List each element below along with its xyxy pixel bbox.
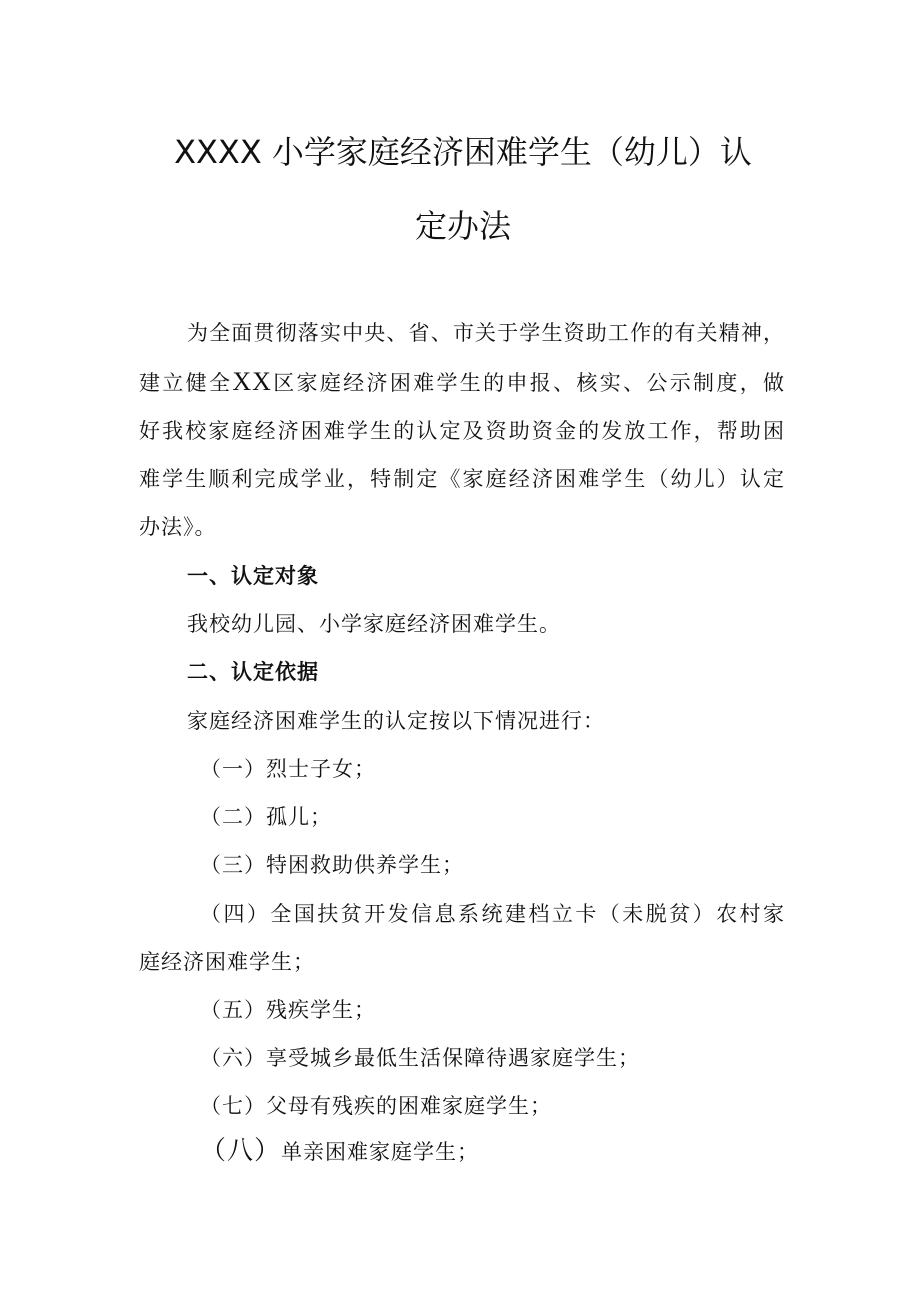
criteria-item-8-number: （八）	[200, 1136, 282, 1166]
criteria-item-8	[200, 1136, 479, 1167]
criteria-item-1: （一）烈士子女；	[200, 757, 376, 781]
criteria-item-4-line-1: （四）全国扶贫开发信息系统建档立卡（未脱贫）农村家	[200, 902, 785, 926]
intro-line-2-prefix: 建立健全	[139, 371, 233, 395]
intro-line-2-rest: 区家庭经济困难学生的申报、核实、公示制度，做	[271, 371, 786, 395]
intro-paragraph-line-5: 办法》。	[139, 515, 217, 539]
section-1-text: 我校幼儿园、小学家庭经济困难学生。	[187, 612, 561, 636]
intro-line-2-xx: XX	[232, 367, 272, 396]
section-1-heading: 一、认定对象	[187, 564, 319, 588]
criteria-item-3: （三）特困救助供养学生；	[200, 853, 464, 877]
intro-paragraph-line-4: 难学生顺利完成学业，特制定《家庭经济困难学生（幼儿）认定	[139, 467, 785, 491]
criteria-item-7: （七）父母有残疾的困难家庭学生；	[200, 1094, 552, 1118]
section-2-heading: 二、认定依据	[187, 660, 319, 684]
document-title-line-1: XXXX 小学家庭经济困难学生（幼儿）认	[174, 133, 752, 171]
criteria-item-2: （二）孤儿；	[200, 805, 332, 829]
document-title-line-2: 定办法	[414, 207, 511, 245]
criteria-item-5: （五）残疾学生；	[200, 998, 376, 1022]
criteria-item-4-line-2: 庭经济困难学生；	[139, 950, 315, 974]
section-2-intro: 家庭经济困难学生的认定按以下情况进行：	[187, 709, 605, 733]
criteria-item-6: （六）享受城乡最低生活保障待遇家庭学生；	[200, 1046, 640, 1070]
intro-paragraph-line-1: 为全面贯彻落实中央、省、市关于学生资助工作的有关精神，	[187, 321, 785, 345]
intro-paragraph-line-3: 好我校家庭经济困难学生的认定及资助资金的发放工作，帮助困	[139, 419, 785, 443]
intro-paragraph-line-2	[139, 367, 785, 398]
criteria-item-8-text: 单亲困难家庭学生；	[281, 1140, 480, 1164]
